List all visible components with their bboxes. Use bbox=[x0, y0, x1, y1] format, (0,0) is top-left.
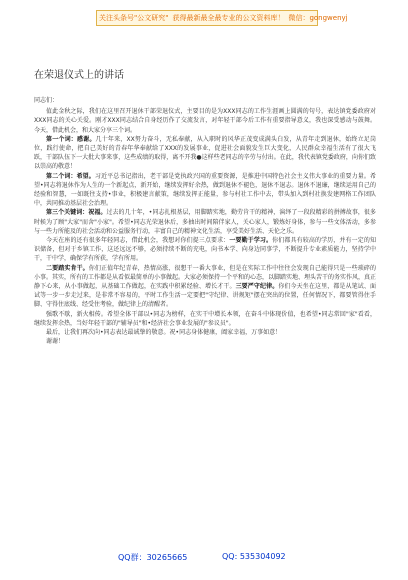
document-title: 在荣退仪式上的讲话 bbox=[34, 70, 124, 81]
banner-text-1: 关注头条号"公文研究" bbox=[99, 14, 169, 22]
paragraph-text: 过去的几十年，•同志扎根基层，用脚踏实地，勤劳肯干的精神，演绎了一段段精彩的拼搏故事，很多时候为了顾"大家"而舍"小家"。希望•同志光荣退休后，多抽出时间陪伴家人，关心家人，锻炼好身体，参与一些文体活动，多参与一些力所能及的社会活动和公益服务行动，丰富自己的精神文化生活，享受美好生活、天伦之乐。 bbox=[34, 209, 376, 235]
greeting: 同志们： bbox=[34, 97, 59, 104]
paragraph-lead: 二要踏实肯干。 bbox=[46, 264, 89, 272]
paragraph-lead: 第一个词：感谢。 bbox=[46, 135, 96, 143]
paragraph-lead: 一要勤于学习。 bbox=[229, 237, 273, 245]
paragraph bbox=[34, 172, 376, 209]
paragraph-text: 你们都具有较高的学历，并有一定的知识储备，但对于乡镇工作，这还远远不够，必须持续不断的充电，向书本学、向身边同事学，不断提升专业素质能力，坚持学中干，干中学，确保学有所获，学有所用。 bbox=[34, 237, 376, 263]
paragraph-text: 最后，让我们再次向•同志表达最诚挚的敬意。祝•同志身体健康，阖家幸福，万事如意！ bbox=[46, 329, 282, 337]
paragraph bbox=[34, 236, 376, 264]
paragraph bbox=[34, 310, 376, 328]
banner-text-2: 获得最新最全最专业的公文资料库！ bbox=[172, 14, 285, 22]
paragraph-text: 你们正值年纪青春，热情高涨，很想干一番大事业，但是在实际工作中往往会发现自己能得只是一些琐碎的小事。其实，所有的工作都是从看似最简单的小事做起。大家必须保持一个平和的心态，以脚踏实地、埋头苦干的务实作风，真正静下心来，从小事做起，从基础工作做起，在实践中积累经验、增长才干。 bbox=[34, 264, 377, 291]
paragraph-text: 你们今天坐在这里，都是从笔试、面试等一步一步走过来，是非常不容易的，平时工作生活一定要把"守纪律、讲规矩"摆在突出的位置，任何情况下，都要管得住手脚、守得住底线、经受住考验，做纪律上的清醒者。 bbox=[34, 283, 376, 309]
promo-banner[interactable] bbox=[96, 10, 348, 26]
paragraph bbox=[34, 208, 376, 236]
paragraph bbox=[34, 264, 376, 310]
qq-number: QQ: 535304092 bbox=[222, 552, 286, 561]
closing-line: 谢谢！ bbox=[46, 338, 65, 346]
paragraph-text: 几十年来，XX努力奋斗，无私奉献，从入职时的风华正茂变成满头白发，从青年走到退休，始终立足岗位，践行使命，把自己美好的青春年华奉献给了XXX的发展事业，促进社会面貌发生巨大变化，人民群众幸福生活有了很大飞跃，干部队伍下一大批大事来事，这些成绩的取得，离不开我●这样些老同志的辛劳与付出。在此，我代表镇党委政府，向你们致以崇高的敬意！ bbox=[34, 135, 376, 171]
paragraph-text: 今天在座的还有很多年轻同志，借此机会，我想对你们提三点要求： bbox=[46, 237, 230, 245]
paragraph-lead: 三要严守纪律。 bbox=[235, 283, 279, 291]
paragraph bbox=[34, 328, 376, 337]
paragraph-text: 强歌不歇，新火相传。希望全体干部以•同志为榜样，在实干中增长本领，在奋斗中体现价值，也希望•同志常回"家"看看，继续发挥余热，当好年轻干部的"辅导员"和•经济社会事业发展的"参议员"。 bbox=[34, 310, 376, 327]
paragraph-lead: 第二个词：希望。 bbox=[46, 172, 95, 180]
banner-text-3: 微信：gongwenyj bbox=[288, 14, 348, 22]
paragraph-lead: 第三个关键词：祝福。 bbox=[46, 209, 107, 217]
paragraph bbox=[34, 107, 376, 135]
footer bbox=[0, 552, 408, 564]
paragraph-text: 习近平总书记指出，老干部是党执政兴国的重要资源，是推进中国特色社会主义伟大事业的重要力量。希望•同志将退休作为人生的一个新起点，新开始，继续发挥好余热，做到退休不褪色，退休不退志。退休不退廉，继续运用自己的经验和智慧，一如既往支持•事业，积极建言献策，继续发挥正能量，参与村社工作中去，带头加入到村社换发建网格工作团队中，共同推动基层社会治理。 bbox=[34, 172, 376, 208]
paragraph-text: 值此金秋之际，我们在这里召开退休干部荣退仪式，主要目的是为XXX同志的工作生涯画上圆满的句号，表达镇党委政府对XXX同志的关心关爱。刚才XXX同志结合自身经历作了交流发言，对年轻干部今后工作有重要指导意义，我也深受感动与鼓舞。今天，借此机会，和大家分享三个词。 bbox=[34, 108, 376, 134]
document-body bbox=[34, 96, 376, 346]
paragraph bbox=[34, 135, 376, 172]
qq-group-number: QQ群：30265665 bbox=[118, 553, 188, 562]
